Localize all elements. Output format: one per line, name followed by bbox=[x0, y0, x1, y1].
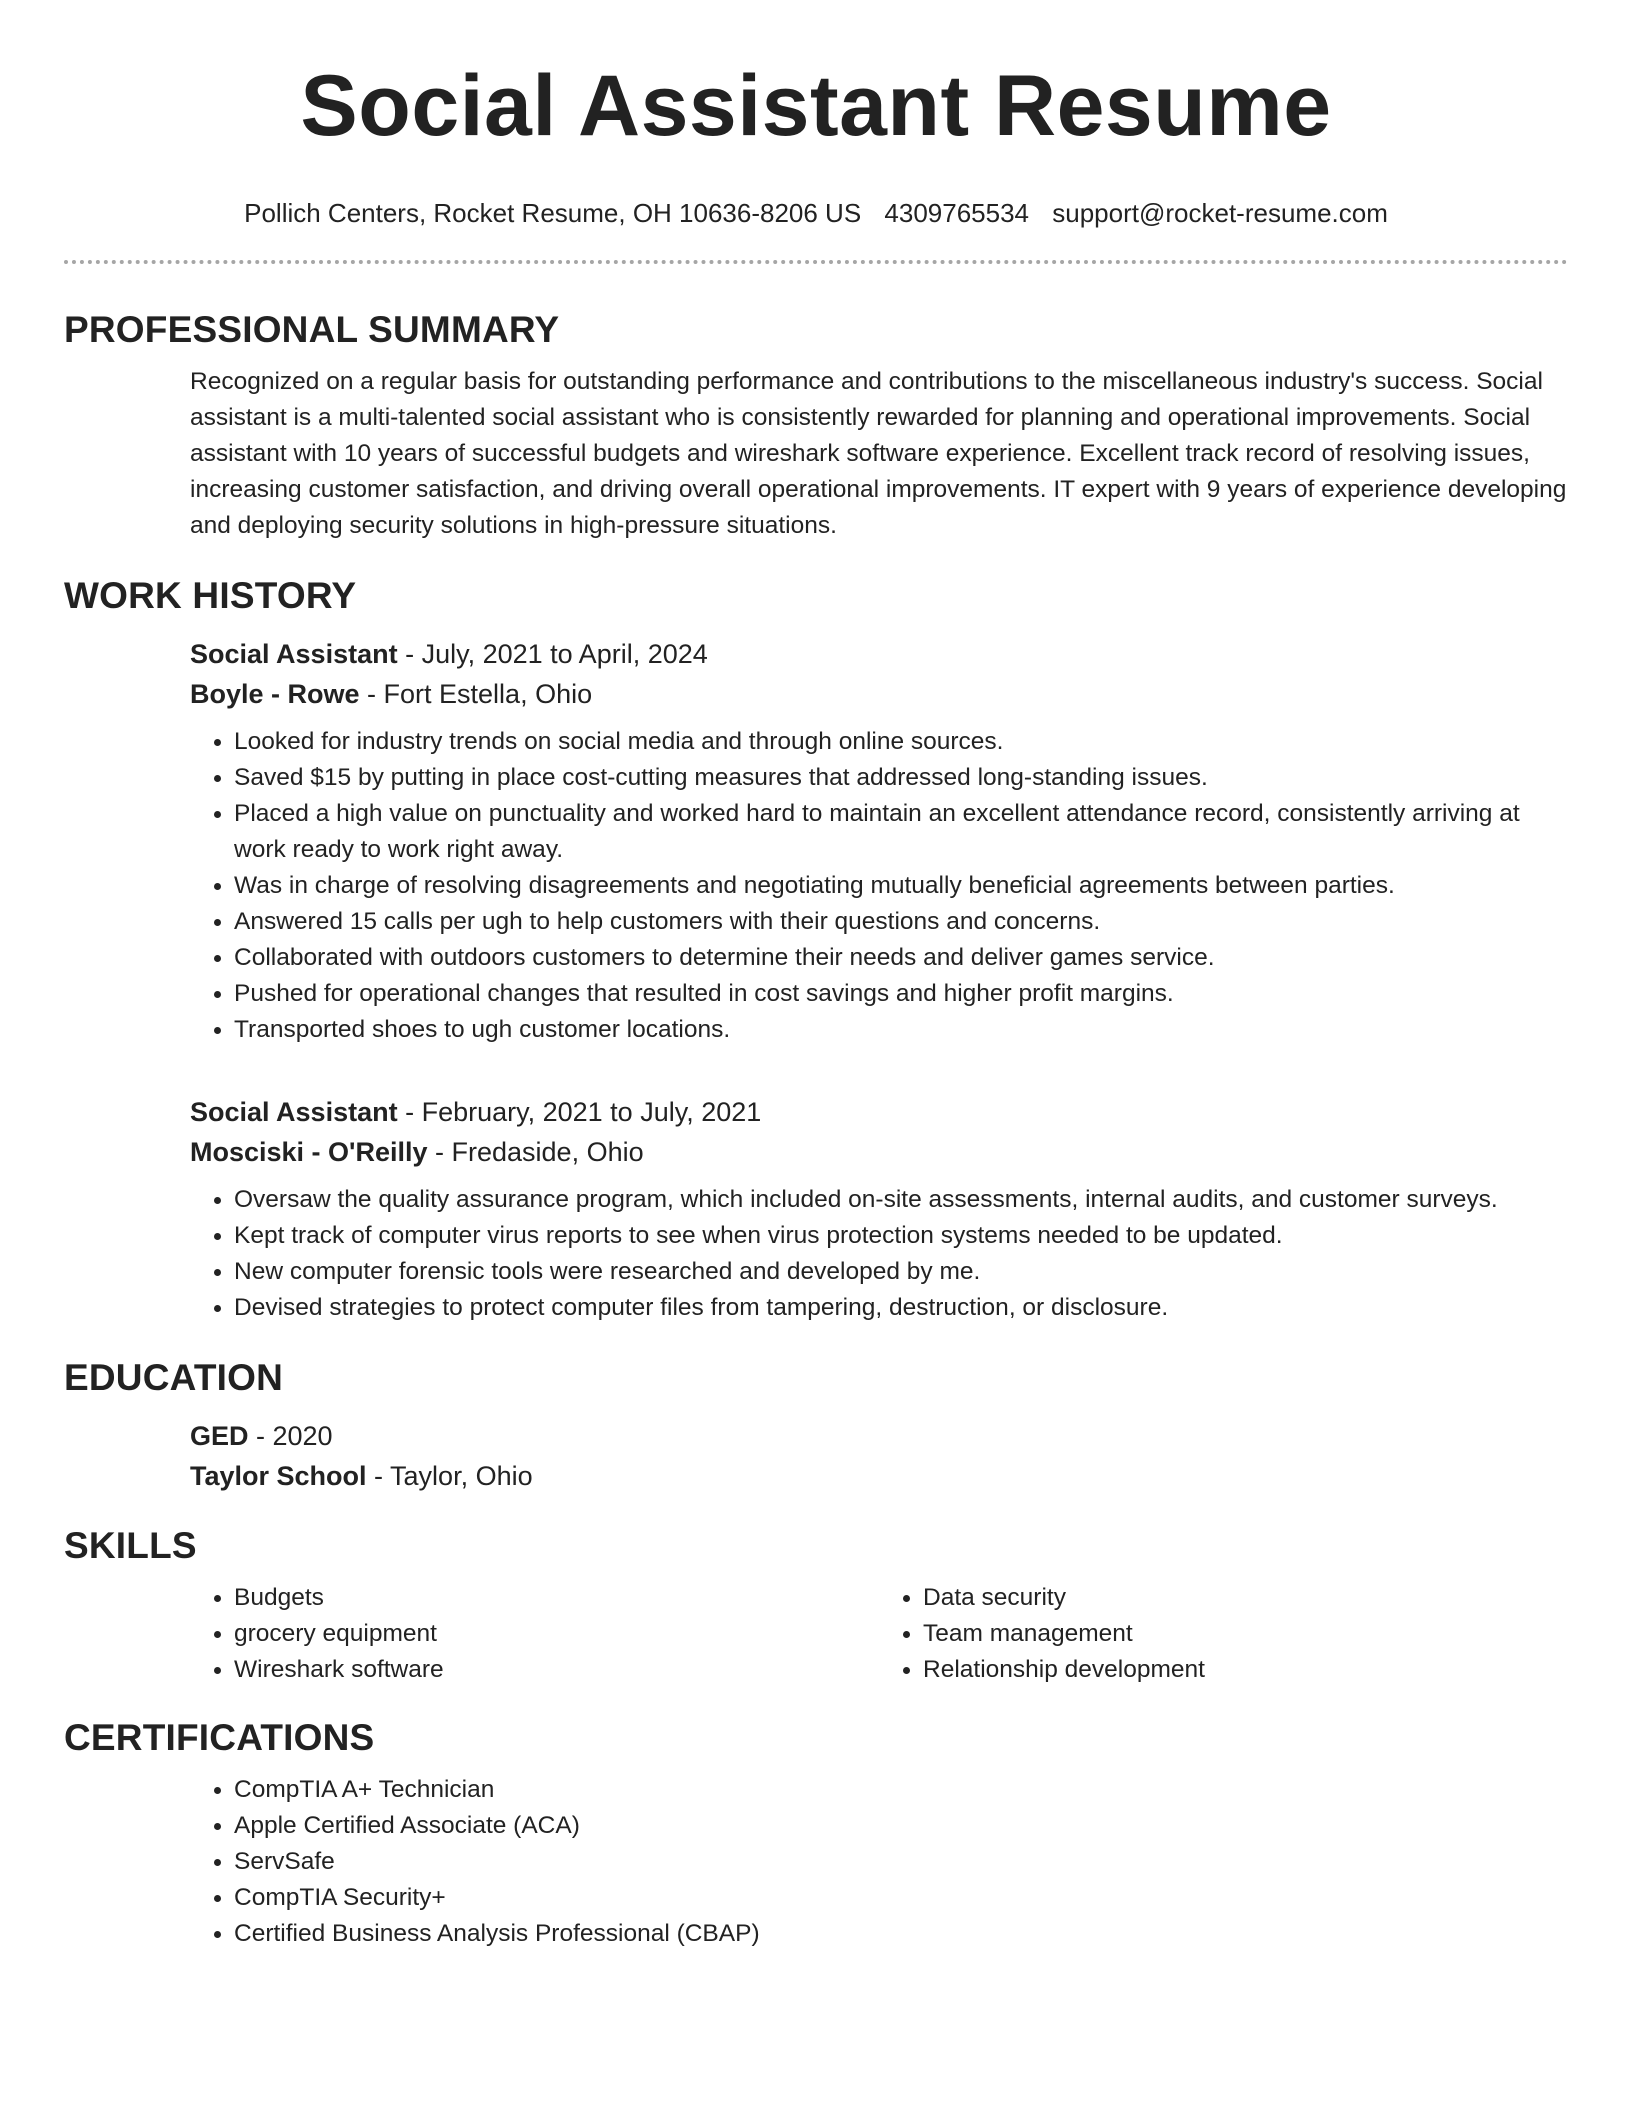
list-item: • Certified Business Analysis Professional (CBAP) bbox=[234, 1916, 1568, 1952]
list-item: • Was in charge of resolving disagreements and negotiating mutually beneficial agreements between parties. bbox=[234, 868, 1568, 904]
education-location: - Taylor, Ohio bbox=[366, 1461, 533, 1491]
list-item: • Team management bbox=[923, 1616, 1568, 1652]
education-degree: GED bbox=[190, 1421, 249, 1451]
certifications-heading: CERTIFICATIONS bbox=[64, 1717, 375, 1758]
skills-list-left bbox=[190, 1580, 879, 1688]
list-item: • Placed a high value on punctuality and worked hard to maintain an excellent attendance record, consistently arriving at work ready to work right away. bbox=[234, 796, 1568, 868]
list-item: • ServSafe bbox=[234, 1844, 1568, 1880]
summary-section bbox=[64, 308, 1568, 544]
job-company-line bbox=[190, 674, 1568, 714]
summary-heading: PROFESSIONAL SUMMARY bbox=[64, 309, 560, 350]
job-entry bbox=[190, 634, 1568, 1048]
job-company-line bbox=[190, 1132, 1568, 1172]
list-item: • Pushed for operational changes that resulted in cost savings and higher profit margins. bbox=[234, 976, 1568, 1012]
skills-columns bbox=[190, 1580, 1568, 1688]
header-divider bbox=[64, 260, 1568, 264]
skills-heading: SKILLS bbox=[64, 1525, 197, 1566]
job-entry bbox=[190, 1092, 1568, 1326]
list-item: • Budgets bbox=[234, 1580, 879, 1616]
job-company: Boyle - Rowe bbox=[190, 679, 360, 709]
contact-line bbox=[64, 196, 1568, 230]
list-item: • grocery equipment bbox=[234, 1616, 879, 1652]
list-item: • Saved $15 by putting in place cost-cutting measures that addressed long-standing issues. bbox=[234, 760, 1568, 796]
summary-text: Recognized on a regular basis for outstanding performance and contributions to the miscellaneous industry's success. Social assistant is a multi-talented social assistant who is consistently rewarded for planning and operational improvements. Social assistant with 10 years of successful budgets and wireshark software experience. Excellent track record of resolving issues, increasing customer satisfaction, and driving overall operational improvements. IT expert with 9 years of experience developing and deploying security solutions in high-pressure situations. bbox=[190, 368, 1567, 539]
list-item: • Looked for industry trends on social media and through online sources. bbox=[234, 724, 1568, 760]
education-degree-line bbox=[190, 1416, 1568, 1456]
education-school: Taylor School bbox=[190, 1461, 367, 1491]
list-item: • Oversaw the quality assurance program, which included on-site assessments, internal audits, and customer surveys. bbox=[234, 1182, 1568, 1218]
job-company: Mosciski - O'Reilly bbox=[190, 1137, 428, 1167]
certifications-section bbox=[64, 1716, 1568, 1952]
work-history-heading: WORK HISTORY bbox=[64, 575, 357, 616]
job-title: Social Assistant bbox=[190, 639, 398, 669]
education-section bbox=[64, 1356, 1568, 1496]
list-item: • Wireshark software bbox=[234, 1652, 879, 1688]
list-item: • Collaborated with outdoors customers to determine their needs and deliver games service. bbox=[234, 940, 1568, 976]
job-location: - Fredaside, Ohio bbox=[427, 1137, 644, 1167]
list-item: • CompTIA Security+ bbox=[234, 1880, 1568, 1916]
list-item: • Data security bbox=[923, 1580, 1568, 1616]
list-item: • Devised strategies to protect computer files from tampering, destruction, or disclosure. bbox=[234, 1290, 1568, 1326]
contact-email: support@rocket-resume.com bbox=[1052, 198, 1388, 228]
job-title-line bbox=[190, 634, 1568, 674]
list-item: • New computer forensic tools were researched and developed by me. bbox=[234, 1254, 1568, 1290]
education-school-line bbox=[190, 1456, 1568, 1496]
job-bullets bbox=[190, 724, 1568, 1048]
job-title-line bbox=[190, 1092, 1568, 1132]
list-item: • Relationship development bbox=[923, 1652, 1568, 1688]
list-item: • Transported shoes to ugh customer locations. bbox=[234, 1012, 1568, 1048]
job-dates: - July, 2021 to April, 2024 bbox=[397, 639, 708, 669]
contact-phone: 4309765534 bbox=[884, 198, 1030, 228]
list-item: • Kept track of computer virus reports to see when virus protection systems needed to be updated. bbox=[234, 1218, 1568, 1254]
job-dates: - February, 2021 to July, 2021 bbox=[397, 1097, 762, 1127]
list-item: • CompTIA A+ Technician bbox=[234, 1772, 1568, 1808]
job-location: - Fort Estella, Ohio bbox=[359, 679, 593, 709]
job-bullets bbox=[190, 1182, 1568, 1326]
work-history-section bbox=[64, 574, 1568, 1326]
education-heading: EDUCATION bbox=[64, 1357, 283, 1398]
list-item: • Answered 15 calls per ugh to help customers with their questions and concerns. bbox=[234, 904, 1568, 940]
education-year: - 2020 bbox=[248, 1421, 333, 1451]
resume-title: Social Assistant Resume bbox=[300, 58, 1332, 154]
job-title: Social Assistant bbox=[190, 1097, 398, 1127]
certifications-list bbox=[190, 1772, 1568, 1952]
contact-address: Pollich Centers, Rocket Resume, OH 10636-8206 US bbox=[244, 198, 862, 228]
skills-list-right bbox=[879, 1580, 1568, 1688]
list-item: • Apple Certified Associate (ACA) bbox=[234, 1808, 1568, 1844]
skills-section bbox=[64, 1524, 1568, 1688]
